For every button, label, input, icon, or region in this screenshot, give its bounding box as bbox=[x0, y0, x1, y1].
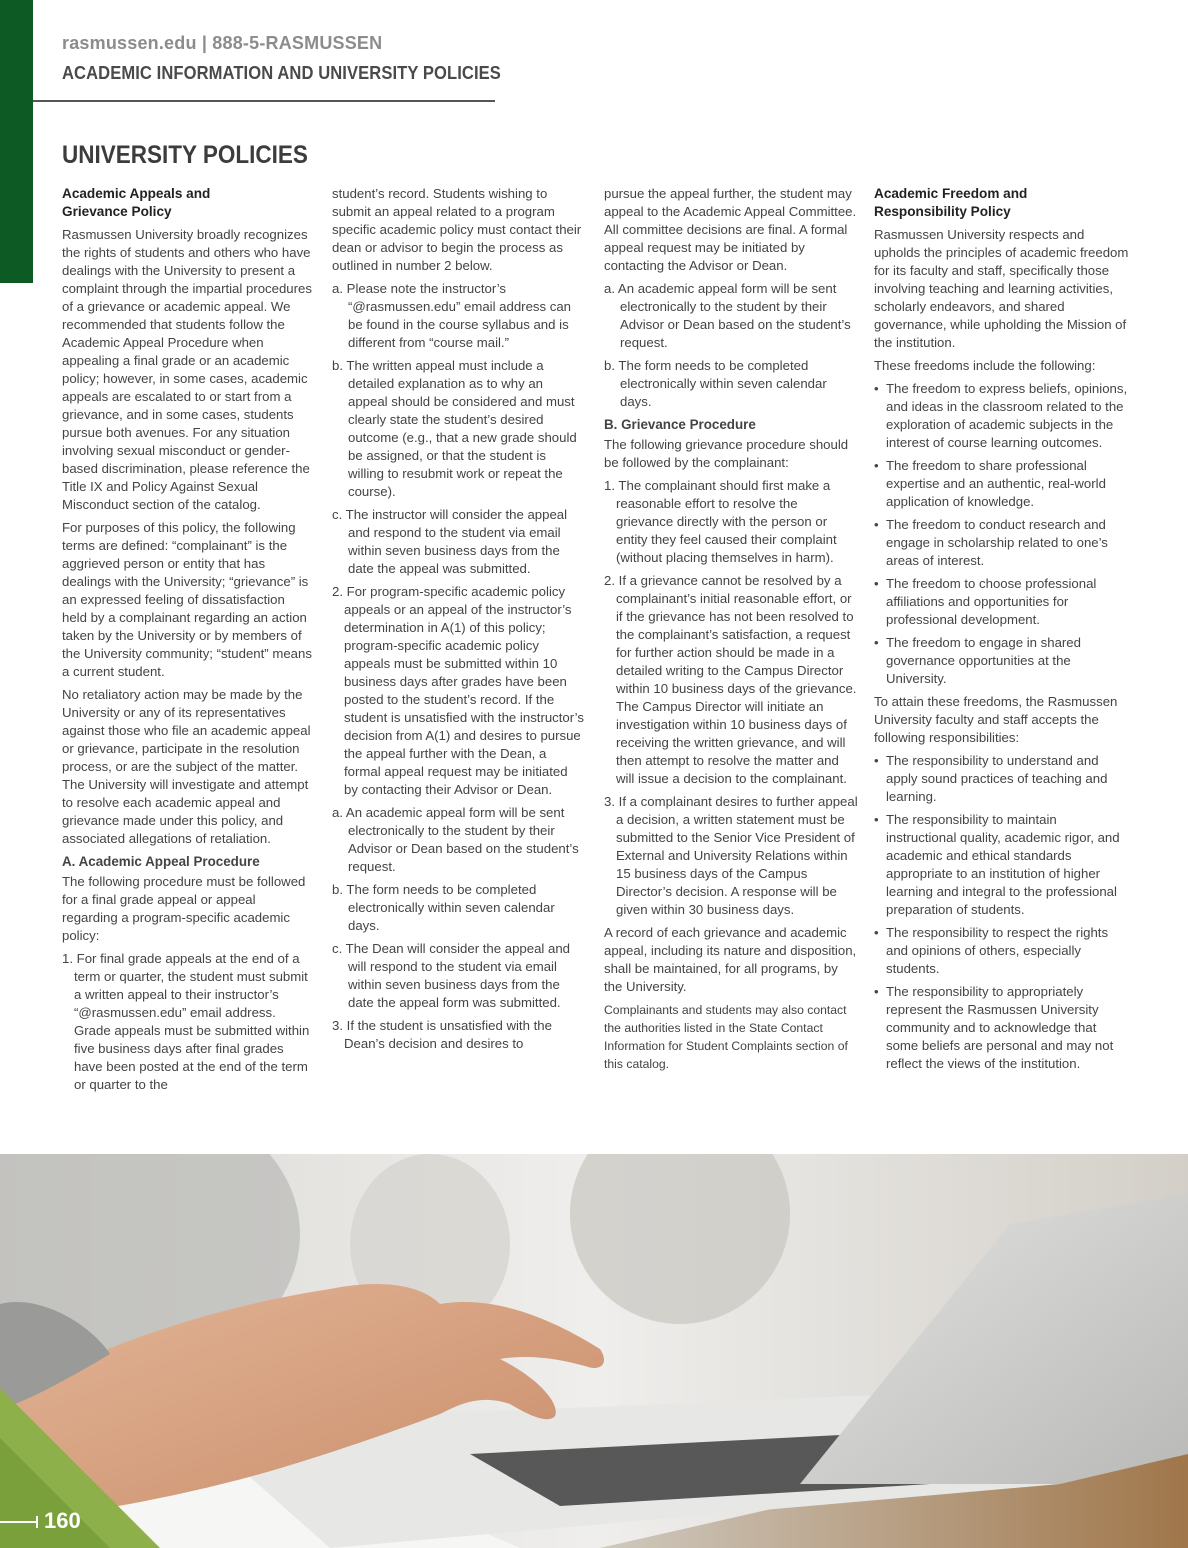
bullet-item: • The responsibility to maintain instructional quality, academic rigor, and academic and ethical standards appropriate to an institution of higher learning and integral to the professional preparation of students. bbox=[874, 812, 1120, 917]
numbered-item: 1. For final grade appeals at the end of a term or quarter, the student must submit a written appeal to their instructor’s “@rasmussen.edu” email address. Grade appeals must be submitted within five business days after final grades have been posted at the end of the term or quarter to the bbox=[62, 951, 310, 1092]
numbered-item: 2. If a grievance cannot be resolved by a complainant’s initial reasonable effort, or if the grievance has not been resolved to the complainant’s satisfaction, a request for further action should be made in a detailed writing to the Campus Director within 10 business days of the grievance. The Campus Director will initiate an investigation within 10 business days of receiving the written grievance, and will then attempt to resolve the matter and will issue a decision to the complainant. bbox=[604, 573, 857, 786]
bullet-item: • The freedom to choose professional affiliations and opportunities for professional development. bbox=[874, 576, 1097, 627]
lettered-item: c. The instructor will consider the appeal and respond to the student via email within seven business days from the date the appeal was submitted. bbox=[332, 507, 568, 576]
laptop-typing-illustration bbox=[0, 1154, 1188, 1548]
lettered-item: c. The Dean will consider the appeal and will respond to the student via email within seven business days from the date the appeal form was submitted. bbox=[332, 941, 571, 1010]
bullet-item: • The responsibility to respect the rights and opinions of others, especially students. bbox=[874, 925, 1109, 976]
header-site-contact: rasmussen.edu | 888-5-RASMUSSEN bbox=[62, 33, 383, 53]
paragraph: pursue the appeal further, the student may appeal to the Academic Appeal Committee. All committee decisions are final. A formal appeal request may be initiated by contacting the Advisor or Dean. bbox=[604, 186, 857, 273]
paragraph: Rasmussen University respects and upholds the principles of academic freedom for its faculty and staff, specifically those involving teaching and learning activities, scholarly endeavors, and shared governance, while upholding the Mission of the institution. bbox=[874, 227, 1129, 350]
page-title: UNIVERSITY POLICIES bbox=[62, 141, 308, 169]
subheading-grievance-procedure: B. Grievance Procedure bbox=[604, 417, 756, 432]
bullet-item: • The freedom to conduct research and engage in scholarship related to one’s areas of interest. bbox=[874, 517, 1108, 568]
column-2 bbox=[332, 185, 584, 1058]
page-number-rule bbox=[0, 1521, 36, 1523]
paragraph: student’s record. Students wishing to submit an appeal related to a program specific academic policy must contact their dean or advisor to begin the process as outlined in number 2 below. bbox=[332, 186, 582, 273]
numbered-item: 3. If the student is unsatisfied with the Dean’s decision and desires to bbox=[332, 1018, 552, 1051]
column-3 bbox=[604, 185, 858, 1078]
paragraph: These freedoms include the following: bbox=[874, 358, 1096, 373]
bullet-item: • The freedom to engage in shared governance opportunities at the University. bbox=[874, 635, 1081, 686]
paragraph: To attain these freedoms, the Rasmussen University faculty and staff accepts the following responsibilities: bbox=[874, 694, 1118, 745]
paragraph: No retaliatory action may be made by the University or any of its representatives against those who file an academic appeal or grievance, participate in the resolution process, or are the subject of the matter. The University will investigate and attempt to resolve each academic appeal and grievance made under this policy, and associated allegations of retaliation. bbox=[62, 687, 311, 846]
section-heading-appeals: Academic Appeals and Grievance Policy bbox=[62, 186, 211, 219]
numbered-item: 3. If a complainant desires to further appeal a decision, a written statement must be submitted to the Senior Vice President of External and University Relations within 15 business days of the Campus Director’s decision. A response will be given within 30 business days. bbox=[604, 794, 858, 917]
header-divider bbox=[33, 100, 495, 102]
bullet-item: • The freedom to share professional expertise and an authentic, real-world application of knowledge. bbox=[874, 458, 1106, 509]
lettered-item: a. Please note the instructor’s “@rasmussen.edu” email address can be found in the course syllabus and is different from “course mail.” bbox=[332, 281, 572, 350]
lettered-item: b. The form needs to be completed electronically within seven calendar days. bbox=[604, 358, 827, 409]
bullet-item: • The freedom to express beliefs, opinions, and ideas in the classroom related to the exploration of academic subjects in the interest of course learning outcomes. bbox=[874, 381, 1128, 450]
bullet-item: • The responsibility to appropriately represent the Rasmussen University community and to acknowledge that some beliefs are personal and may not reflect the views of the institution. bbox=[874, 984, 1114, 1071]
lettered-item: b. The form needs to be completed electronically within seven calendar days. bbox=[332, 882, 555, 933]
header-section-title: ACADEMIC INFORMATION AND UNIVERSITY POLICIES bbox=[62, 63, 501, 83]
paragraph: For purposes of this policy, the following terms are defined: “complainant” is the aggrieved person or entity that has dealings with the University; “grievance” is an expressed feeling of dissatisfaction held by a complainant regarding an action taken by the University or by members of the University community; “student” means a current student. bbox=[62, 520, 312, 679]
paragraph: The following procedure must be followed for a final grade appeal or appeal regarding a program-specific academic policy: bbox=[62, 874, 306, 943]
paragraph: The following grievance procedure should be followed by the complainant: bbox=[604, 437, 849, 470]
page-number: 160 bbox=[44, 1508, 81, 1533]
subheading-academic-appeal-procedure: A. Academic Appeal Procedure bbox=[62, 854, 260, 869]
column-1 bbox=[62, 185, 312, 1099]
lettered-item: a. An academic appeal form will be sent electronically to the student by their Advisor or Dean based on the student’s request. bbox=[604, 281, 851, 350]
column-4 bbox=[874, 185, 1130, 1078]
bullet-item: • The responsibility to understand and apply sound practices of teaching and learning. bbox=[874, 753, 1108, 804]
lettered-item: a. An academic appeal form will be sent electronically to the student by their Advisor or Dean based on the student’s request. bbox=[332, 805, 579, 874]
numbered-item: 2. For program-specific academic policy appeals or an appeal of the instructor’s determination in A(1) of this policy; program-specific academic policy appeals must be submitted within 10 business days after grades have been posted to the student’s record. If the student is unsatisfied with the instructor’s decision from A(1) and desires to pursue the appeal further with the Dean, a formal appeal request may be initiated by contacting their Advisor or Dean. bbox=[332, 584, 584, 797]
paragraph: Rasmussen University broadly recognizes the rights of students and others who have dealings with the University to present a complaint through the impartial procedures of a grievance or academic appeal. We recommended that students follow the Academic Appeal Procedure when appealing a final grade or an academic policy; however, in some cases, academic appeals are escalated to or start from a grievance, and in some cases, students pursue both avenues. For any situation involving sexual misconduct or gender-based discrimination, please reference the Title IX and Policy Against Sexual Misconduct section of the catalog. bbox=[62, 227, 312, 512]
lettered-item: b. The written appeal must include a detailed explanation as to why an appeal should be considered and must clearly state the student’s desired outcome (e.g., that a new grade should be assigned, or that the student is willing to resubmit work or repeat the course). bbox=[332, 358, 577, 499]
brand-side-bar bbox=[0, 0, 33, 283]
paragraph-note: Complainants and students may also contact the authorities listed in the State Contact Information for Student Complaints section of this catalog. bbox=[604, 1003, 848, 1071]
paragraph: A record of each grievance and academic appeal, including its nature and disposition, shall be maintained, for all programs, by the University. bbox=[604, 925, 857, 994]
section-heading-academic-freedom: Academic Freedom and Responsibility Policy bbox=[874, 186, 1028, 219]
laptop-typing-photo bbox=[0, 1154, 1188, 1548]
numbered-item: 1. The complainant should first make a reasonable effort to resolve the grievance directly with the person or entity they feel caused their complaint (without placing themselves in harm). bbox=[604, 478, 837, 565]
page-number-tick bbox=[36, 1516, 38, 1528]
